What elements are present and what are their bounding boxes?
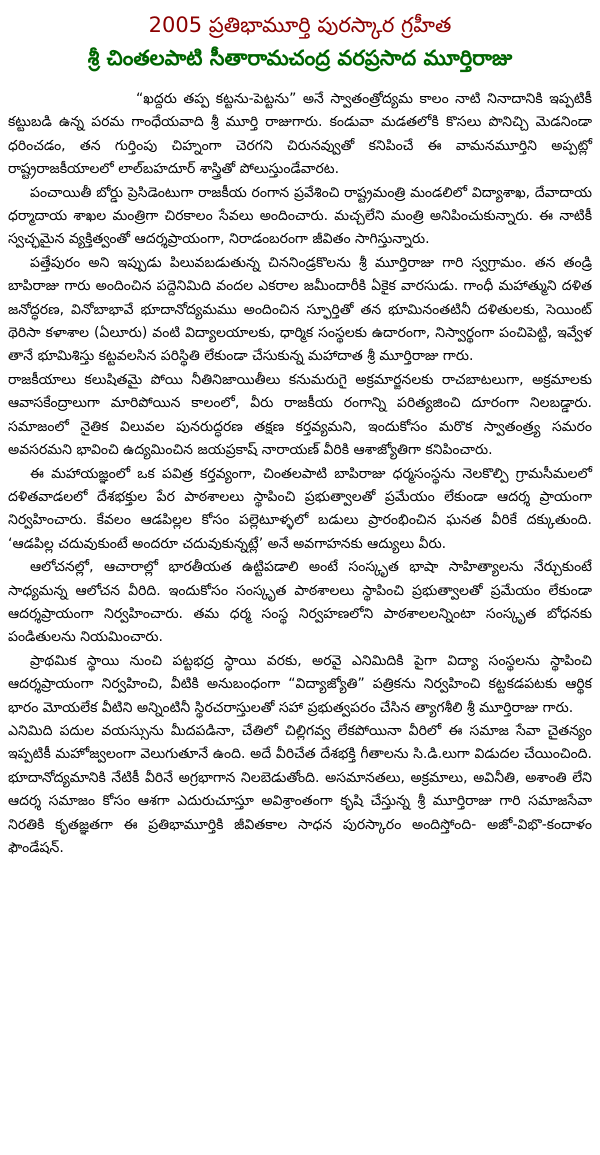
paragraph-7: ప్రాథమిక స్థాయి నుంచి పట్టభద్ర స్థాయి వరకు, అరవై ఎనిమిదికి పైగా విద్యా సంస్థలను స్థాపించి ఆదర్శప్రాయంగా నిర్వహించి, వీటికి అనుబంధంగా “విద్యాజ్యోతి” పత్రికను నిర్వహించి కట్టకడపటకు ఆర్థిక భారం మోయలేక వీటిని అన్నింటినీ స్థిరచరాస్తులతో సహా ప్రభుత్వపరం చేసిన త్యాగశీలి శ్రీ మూర్తిరాజు గారు. [8, 652, 592, 716]
paragraph-3: పత్తేపురం అని ఇప్పుడు పిలువబడుతున్న చిననిండ్రకొలను శ్రీ మూర్తిరాజు గారి స్వగ్రామం. తన తండ్రి బాపిరాజు గారు అందించిన పద్దెనిమిది వందల ఎకరాల జమీందారీకి ఏకైక వారసుడు. గాంధీ మహాత్ముని దళిత జనోద్ధరణ, వినోబాభావే భూదానోద్యమము అందించిన స్ఫూర్తితో తన భూమినంతటినీ దళితులకు, సెయింట్ థెరిసా కళాశాల (ఏలూరు) వంటి విద్యాలయాలకు, ధార్మిక సంస్థలకు ఉదారంగా, నిస్వార్థంగా పంచిపెట్టి, ఇవ్వేళ తానే భూమిశిస్తు కట్టవలసిన పరిస్థితి లేకుండా చేసుకున్న మహాదాత శ్రీ మూర్తిరాజు గారు. [8, 254, 592, 365]
paragraph-5: ఈ మహాయజ్ఞంలో ఒక పవిత్ర కర్తవ్యంగా, చింతలపాటి బాపిరాజు ధర్మసంస్థను నెలకొల్పి గ్రామసీమలలో దళితవాడలలో దేశభక్తుల పేర పాఠశాలలు స్థాపించి ప్రభుత్వాలతో ప్రమేయం లేకుండా ఆదర్శ ప్రాయంగా నిర్వహించారు. కేవలం ఆడపిల్లల కోసం పల్లెటూళ్ళలో బడులు ప్రారంభించిన ఘనత వీరికే దక్కుతుంది. ‘ఆడపిల్ల చదువుకుంటే అందరూ చదువుకున్నట్లే’ అనే అవగాహనకు ఆద్యులు వీరు. [8, 465, 592, 552]
paragraph-2: పంచాయితీ బోర్డు ప్రెసిడెంటుగా రాజకీయ రంగాన ప్రవేశించి రాష్ట్రమంత్రి మండలిలో విద్యాశాఖ, దేవాదాయ ధర్మాదాయ శాఖల మంత్రిగా చిరకాలం సేవలు అందించారు. మచ్చలేని మంత్రి అనిపించుకున్నారు. ఈ నాటికీ స్వచ్ఛమైన వ్యక్తిత్వంతో ఆదర్శప్రాయంగా, నిరాడంబరంగా జీవితం సాగిస్తున్నారు. [8, 184, 592, 248]
article-body [8, 88, 592, 860]
award-heading: 2005 ప్రతిభామూర్తి పురస్కార గ్రహీత [148, 13, 452, 37]
paragraph-4: రాజకీయాలు కలుషితమై పోయి నీతినిజాయితీలు కనుమరుగై అక్రమార్జనలకు రాచబాటలుగా, అక్రమాలకు ఆవాసకేంద్రాలుగా మారిపోయిన కాలంలో, వీరు రాజకీయ రంగాన్ని పరిత్యజించి దూరంగా నిలబడ్డారు. సమాజంలో నైతిక విలువల పునరుద్ధరణ తక్షణ కర్తవ్యమని, ఇందుకోసం మరొక స్వాతంత్ర్య సమరం అవసరమని భావించి ఉద్యమించిన జయప్రకాష్ నారాయణ్ వీరికి ఆశాజ్యోతిగా కనిపించారు. [8, 371, 592, 459]
paragraph-8: ఎనిమిది పదుల వయస్సును మీదపడినా, చేతిలో చిల్లిగవ్వ లేకపోయినా వీరిలో ఈ సమాజ సేవా చైతన్యం ఇప్పటికీ మహోజ్వలంగా వెలుగుతూనే ఉంది. అదే వీరిచేత దేశభక్తి గీతాలను సి.డి.లుగా విడుదల చేయించింది. భూదానోద్యమానికి నేటికీ వీరినే అగ్రభాగాన నిలబెడుతోంది. అసమానతలు, అక్రమాలు, అవినీతి, అశాంతి లేని ఆదర్శ సమాజం కోసం ఆశగా ఎదురుచూస్తూ అవిశ్రాంతంగా కృషి చేస్తున్న శ్రీ మూర్తిరాజు గారి సమాజసేవా నిరతికి కృతజ్ఞతగా ఈ ప్రతిభామూర్తికి జీవితకాల సాధన పురస్కారం అందిస్తోంది- అజో-విభొ-కందాళం ఫౌండేషన్. [8, 722, 592, 856]
paragraph-1: “ఖద్దరు తప్ప కట్టను-పెట్టను” అనే స్వాతంత్రోద్యమ కాలం నాటి నినాదానికి ఇప్పటికీ కట్టుబడి ఉన్న పరమ గాంధేయవాది శ్రీ మూర్తి రాజుగారు. కండువా మడతలోకి కొసలు పొనిచ్చి మెడనిండా ధరించడం, తన గుర్తింపు చిహ్నంగా చెరగని చిరునవ్వుతో కనిపించే ఈ వామనమూర్తిని అప్పట్లో రాష్ట్రరాజకీయాలలో లాల్‌బహదూర్ శాస్త్రితో పోలుస్తుండేవారట. [8, 91, 592, 178]
awardee-name: శ్రీ చింతలపాటి సీతారామచంద్ర వరప్రసాద మూర్తిరాజు [87, 46, 513, 70]
paragraph-6: ఆలోచనల్లో, ఆచారాల్లో భారతీయత ఉట్టిపడాలి అంటే సంస్కృత భాషా సాహిత్యాలను నేర్చుకుంటే సాధ్యమన్న ఆలోచన వీరిది. ఇందుకోసం సంస్కృత పాఠశాలలు స్థాపించి ప్రభుత్వాలతో ప్రమేయం లేకుండా ఆదర్శప్రాయంగా నిర్వహించారు. తమ ధర్మ సంస్థ నిర్వహణలోని పాఠశాలలన్నింటా సంస్కృత బోధనకు పండితులను నియమించారు. [8, 559, 592, 646]
